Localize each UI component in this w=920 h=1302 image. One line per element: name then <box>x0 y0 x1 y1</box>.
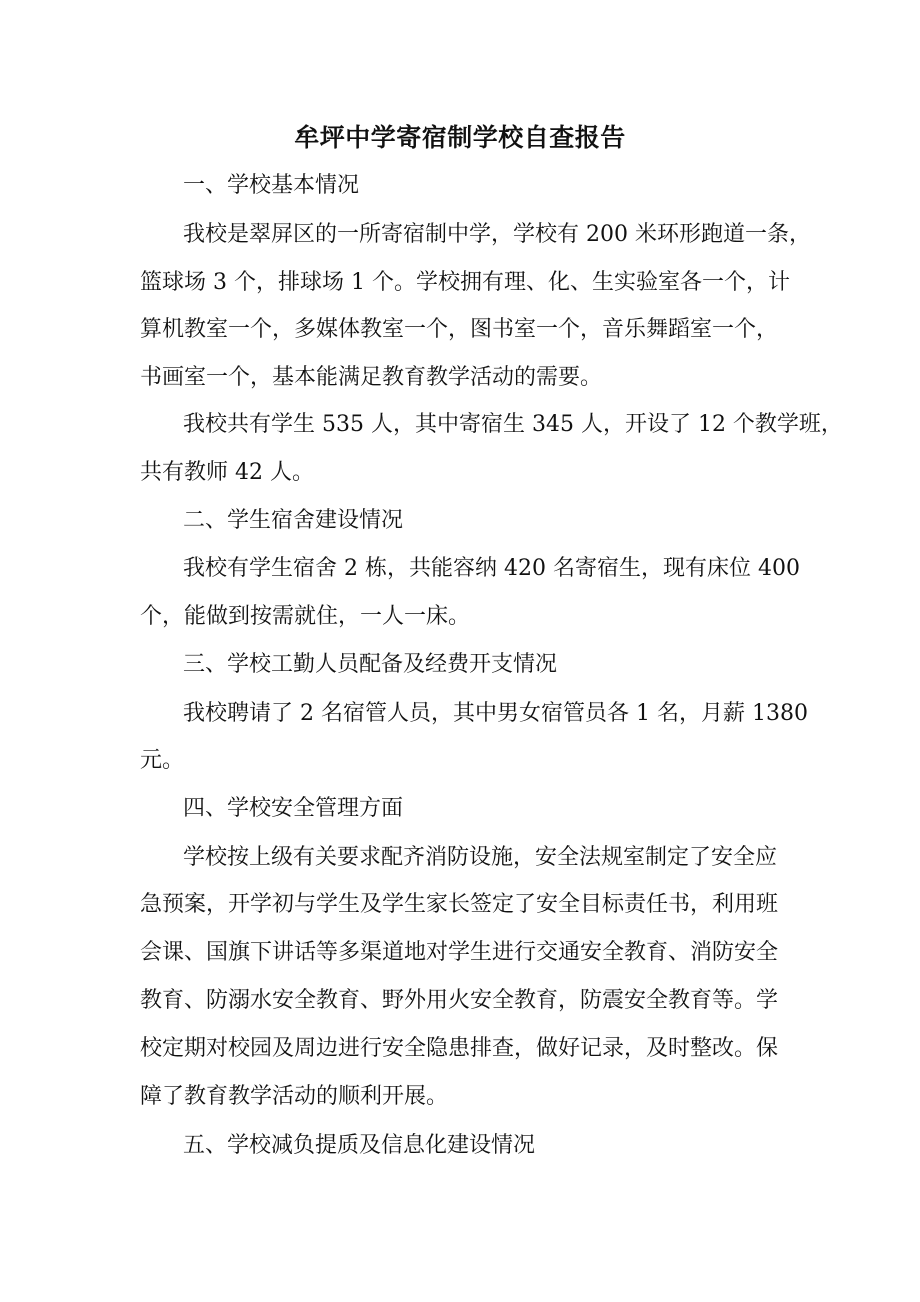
paragraph-line: 共有教师 42 人。 <box>140 460 314 485</box>
paragraph-line: 元。 <box>140 748 185 773</box>
paragraph-line: 校定期对校园及周边进行安全隐患排查，做好记录，及时整改。保 <box>140 1036 779 1061</box>
paragraph-line: 篮球场 3 个，排球场 1 个。学校拥有理、化、生实验室各一个，计 <box>140 270 790 295</box>
paragraph-line: 我校有学生宿舍 2 栋，共能容纳 420 名寄宿生，现有床位 400 <box>183 556 800 581</box>
paragraph-line: 急预案，开学初与学生及学生家长签定了安全目标责任书，利用班 <box>140 892 779 917</box>
section-heading-1: 一、学校基本情况 <box>183 173 360 198</box>
paragraph-line: 障了教育教学活动的顺利开展。 <box>140 1084 449 1109</box>
section-heading-3: 三、学校工勤人员配备及经费开支情况 <box>183 652 558 677</box>
document-title: 牟坪中学寄宿制学校自查报告 <box>294 123 626 152</box>
paragraph-line: 教育、防溺水安全教育、野外用火安全教育，防震安全教育等。学 <box>140 988 779 1013</box>
paragraph-line: 我校共有学生 535 人，其中寄宿生 345 人，开设了 12 个教学班， <box>183 412 843 437</box>
paragraph-line: 书画室一个，基本能满足教育教学活动的需要。 <box>140 365 603 390</box>
section-heading-5: 五、学校减负提质及信息化建设情况 <box>183 1133 536 1158</box>
paragraph-line: 学校按上级有关要求配齐消防设施，安全法规室制定了安全应 <box>183 845 778 870</box>
paragraph-line: 我校聘请了 2 名宿管人员，其中男女宿管员各 1 名，月薪 1380 <box>183 701 808 726</box>
paragraph-line: 会课、国旗下讲话等多渠道地对学生进行交通安全教育、消防安全 <box>140 940 779 965</box>
section-heading-2: 二、学生宿舍建设情况 <box>183 508 404 533</box>
paragraph-line: 个，能做到按需就住，一人一床。 <box>140 604 471 629</box>
paragraph-line: 我校是翠屏区的一所寄宿制中学，学校有 200 米环形跑道一条， <box>183 222 811 247</box>
paragraph-line: 算机教室一个，多媒体教室一个，图书室一个，音乐舞蹈室一个， <box>140 317 779 342</box>
section-heading-4: 四、学校安全管理方面 <box>183 796 404 821</box>
